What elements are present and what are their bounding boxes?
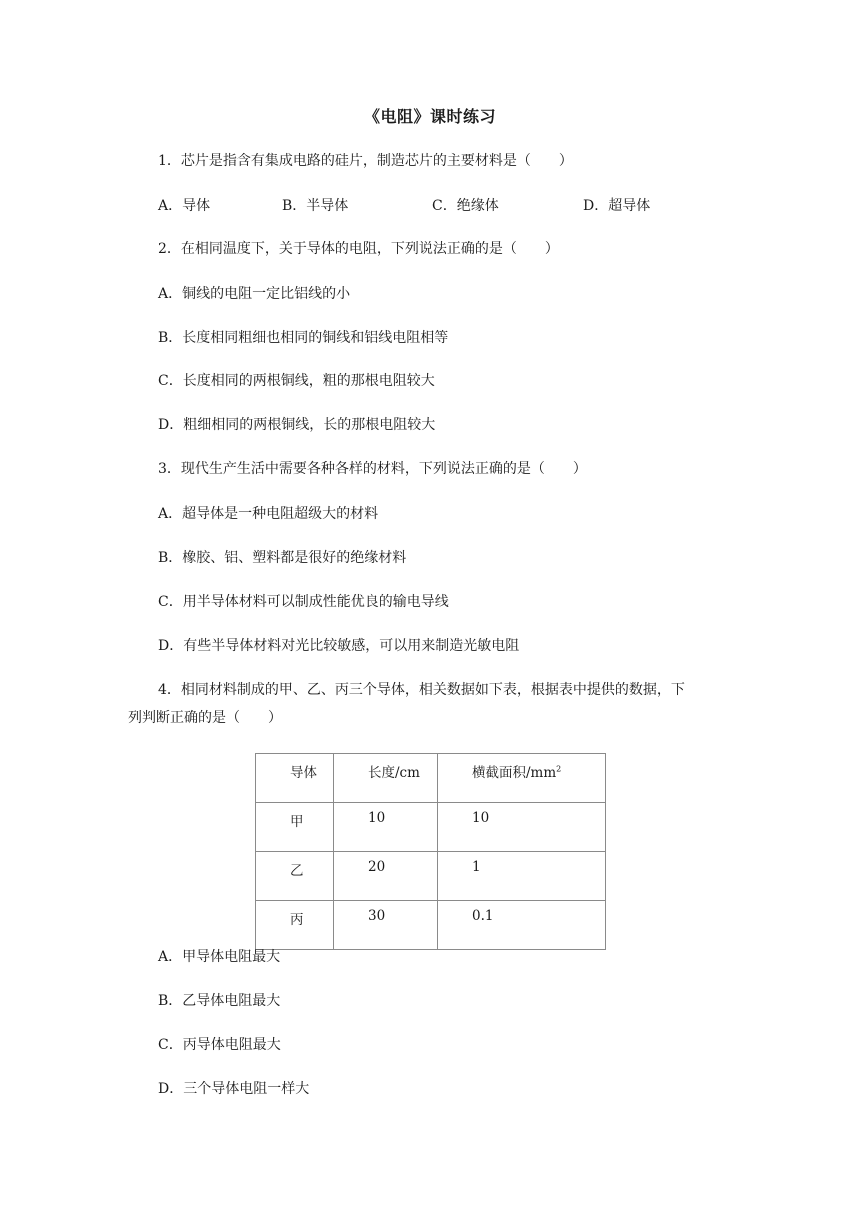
table-header-cell: 导体 xyxy=(256,754,334,803)
question-3-option-b: B．橡胶、铝、塑料都是很好的绝缘材料 xyxy=(158,550,407,566)
table-header-row xyxy=(256,754,606,803)
table-row xyxy=(256,852,606,901)
table-cell: 甲 xyxy=(256,803,334,852)
table-cell: 30 xyxy=(334,901,438,950)
conductor-data-table xyxy=(255,753,606,950)
question-3-option-d: D．有些半导体材料对光比较敏感，可以用来制造光敏电阻 xyxy=(158,638,520,654)
question-2-stem: 2．在相同温度下，关于导体的电阻，下列说法正确的是（ ） xyxy=(158,241,559,257)
table-header-label: 横截面积/mm xyxy=(472,765,557,781)
question-1-option-c: C．绝缘体 xyxy=(432,198,499,214)
table-cell: 0.1 xyxy=(438,901,606,950)
question-1-stem: 1．芯片是指含有集成电路的硅片，制造芯片的主要材料是（ ） xyxy=(158,153,573,169)
question-2-option-b: B．长度相同粗细也相同的铜线和铝线电阻相等 xyxy=(158,330,449,346)
table-row xyxy=(256,803,606,852)
question-1-option-b: B．半导体 xyxy=(282,198,349,214)
question-3-stem: 3．现代生产生活中需要各种各样的材料，下列说法正确的是（ ） xyxy=(158,461,587,477)
question-4-option-a: A．甲导体电阻最大 xyxy=(158,949,281,965)
question-4-stem-line-2: 列判断正确的是（ ） xyxy=(128,710,282,726)
question-4-option-c: C．丙导体电阻最大 xyxy=(158,1037,281,1053)
table-cell: 10 xyxy=(438,803,606,852)
table-cell: 1 xyxy=(438,852,606,901)
question-3-option-a: A．超导体是一种电阻超级大的材料 xyxy=(158,506,379,522)
question-1-option-a: A．导体 xyxy=(158,198,211,214)
superscript-exponent: 2 xyxy=(556,764,562,774)
table-cell: 乙 xyxy=(256,852,334,901)
question-3-option-c: C．用半导体材料可以制成性能优良的输电导线 xyxy=(158,594,449,610)
table-cell: 丙 xyxy=(256,901,334,950)
page-title: 《电阻》课时练习 xyxy=(363,107,496,126)
question-4-option-b: B．乙导体电阻最大 xyxy=(158,993,281,1009)
question-2-option-d: D．粗细相同的两根铜线，长的那根电阻较大 xyxy=(158,417,436,433)
question-2-option-c: C．长度相同的两根铜线，粗的那根电阻较大 xyxy=(158,373,435,389)
table-cell: 10 xyxy=(334,803,438,852)
question-4-stem-line-1: 4．相同材料制成的甲、乙、丙三个导体，相关数据如下表，根据表中提供的数据，下 xyxy=(158,682,685,698)
question-4-option-d: D．三个导体电阻一样大 xyxy=(158,1081,310,1097)
table-header-cell xyxy=(438,754,606,803)
table-cell: 20 xyxy=(334,852,438,901)
table-row xyxy=(256,901,606,950)
table-header-cell: 长度/cm xyxy=(334,754,438,803)
question-2-option-a: A．铜线的电阻一定比铝线的小 xyxy=(158,286,351,302)
question-1-option-d: D．超导体 xyxy=(583,198,651,214)
